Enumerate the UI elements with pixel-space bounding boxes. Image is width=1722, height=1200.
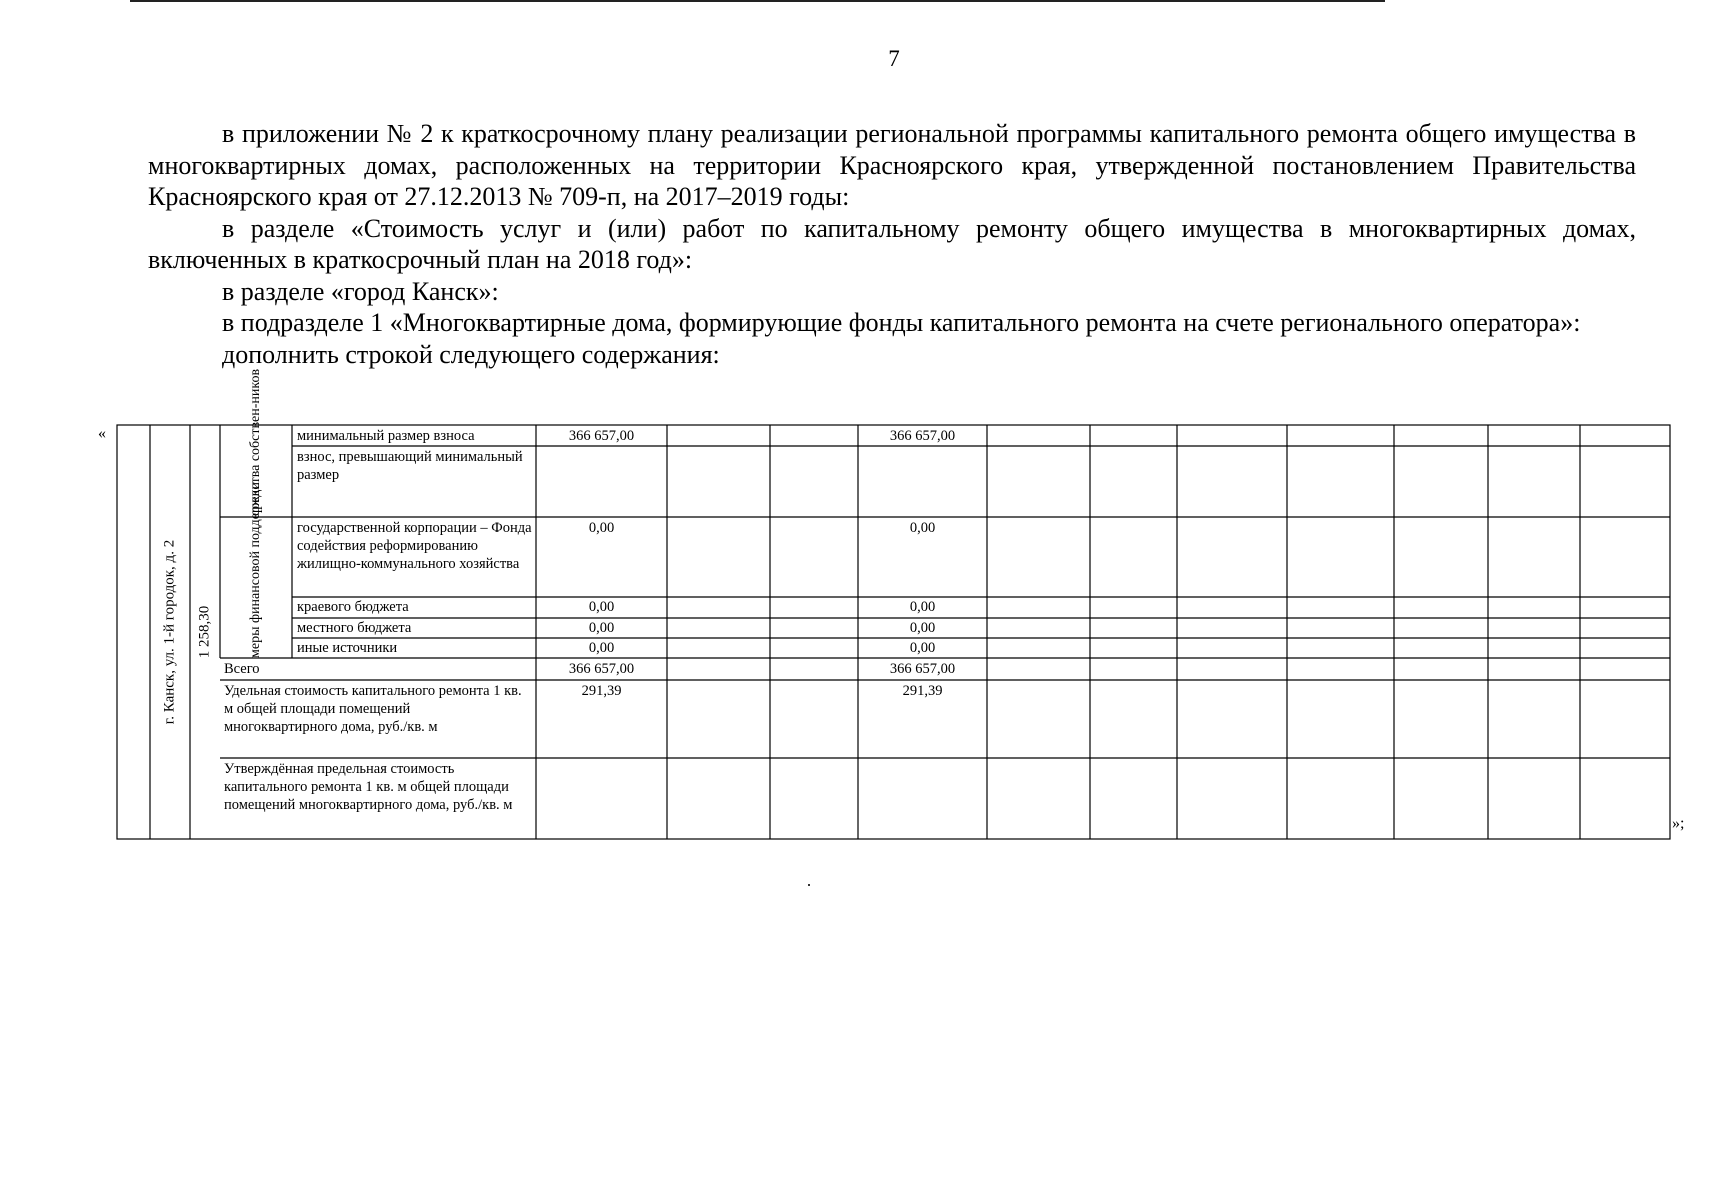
top-rule	[130, 0, 1385, 2]
table-cell: 0,00	[588, 620, 615, 636]
quote-open: «	[98, 425, 106, 442]
quote-close: »;	[1672, 815, 1685, 832]
page-number: 7	[888, 46, 900, 71]
paragraph-1: в приложении № 2 к краткосрочному плану реализации региональной программы капитального ремонта общего имущества в многоквартирных домах, расположенных на территории Красноярского края, утвержденной постановлением Правительства Красноярского края от 27.12.2013 № 709-п, на 2017–2019 годы:	[148, 119, 1636, 211]
table-cell: 291,39	[581, 683, 622, 699]
row-min-fee-label: минимальный размер взноса	[297, 428, 475, 444]
row-limit-cost-label: Утверждённая предельная стоимость капитального ремонта 1 кв. м общей площади помещений многоквартирного дома, руб./кв. м	[224, 761, 513, 813]
table-cell: 0,00	[909, 520, 936, 536]
paragraph-2: в разделе «Стоимость услуг и (или) работ по капитальному ремонту общего имущества в многоквартирных домах, включенных в краткосрочный план на 2018 год»:	[148, 213, 1636, 274]
row-unit-cost-label: Удельная стоимость капитального ремонта 1 кв. м общей площади помещений многоквартирного дома, руб./кв. м	[224, 683, 522, 735]
table-cell: 366 657,00	[889, 428, 956, 444]
row-regional-label: краевого бюджета	[297, 599, 409, 615]
table-cell: 366 657,00	[568, 661, 635, 677]
financial-support-cell: меры финансовой поддержки	[248, 482, 263, 658]
owners-funds-cell: средства собствен-ников	[248, 368, 263, 516]
table-cell: 0,00	[588, 520, 615, 536]
table-cell: 0,00	[588, 599, 615, 615]
row-other-label: иные источники	[297, 640, 398, 656]
row-over-min-label: взнос, превышающий минимальный размер	[297, 449, 523, 483]
table-cell: 0,00	[909, 599, 936, 615]
paragraph-3: в разделе «город Канск»:	[222, 276, 499, 306]
table-cell: 0,00	[909, 640, 936, 656]
table-cell: 0,00	[909, 620, 936, 636]
table-cell: 291,39	[902, 683, 943, 699]
table-cell: 0,00	[588, 640, 615, 656]
scan-speck	[808, 884, 810, 886]
row-local-label: местного бюджета	[297, 620, 412, 636]
area-cell: 1 258,30	[196, 605, 213, 659]
body-text	[148, 118, 1636, 370]
address-cell: г. Канск, ул. 1-й городок, д. 2	[161, 539, 178, 725]
table-cell: 366 657,00	[889, 661, 956, 677]
paragraph-4: в подразделе 1 «Многоквартирные дома, формирующие фонды капитального ремонта на счете регионального оператора»:	[222, 308, 1581, 337]
table-cell: 366 657,00	[568, 428, 635, 444]
row-total-label: Всего	[224, 661, 260, 677]
paragraph-5: дополнить строкой следующего содержания:	[222, 339, 720, 369]
row-corp-label: государственной корпорации – Фонда содействия реформированию жилищно-коммунального хозяйства	[297, 520, 532, 572]
